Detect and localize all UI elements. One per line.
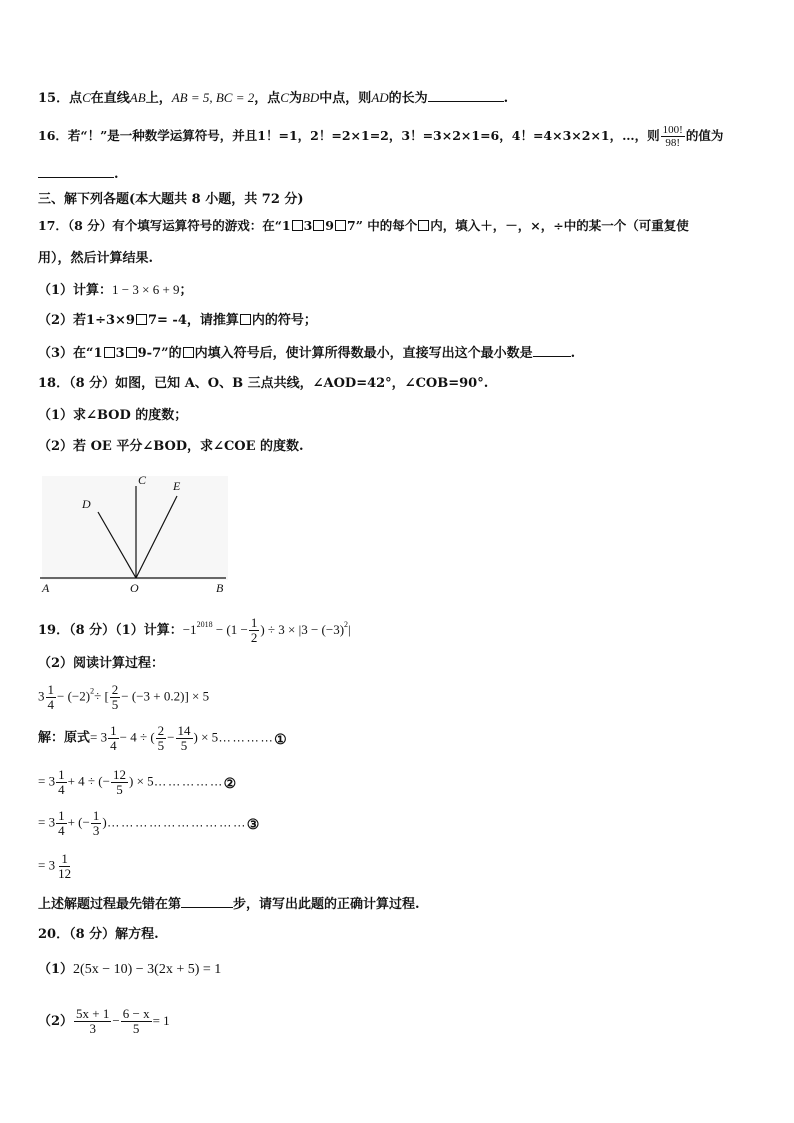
step-marker-3: ③ <box>246 815 260 832</box>
q17-box <box>335 220 346 231</box>
q17-box <box>104 347 115 358</box>
q19-expression-row0 <box>38 683 209 712</box>
frac-den: 5 <box>180 738 188 753</box>
expr: ) × 5 <box>128 773 154 789</box>
q19-expr: ) ÷ 3 × |3 − (−3) <box>260 622 345 637</box>
q17-p2-text: （2）若1÷3×9 <box>38 313 135 328</box>
fraction <box>156 724 167 753</box>
expr: − <box>112 1013 120 1028</box>
q17-box <box>136 314 147 325</box>
q17-answer-blank[interactable] <box>533 344 571 357</box>
q19-solution-row3 <box>38 809 259 838</box>
frac-den: 4 <box>58 782 65 797</box>
expr: = 3 <box>38 857 56 873</box>
step-marker-1: ① <box>274 730 287 747</box>
frac-den: 5 <box>116 782 123 797</box>
q16-period: . <box>114 167 119 182</box>
q16-answer-line <box>38 165 119 183</box>
frac-num: 1 <box>250 615 258 630</box>
q19-head: 19．（8 分）（1）计算： <box>38 623 183 638</box>
q19-expr: | <box>348 622 351 637</box>
q16-number: 16． <box>38 128 68 143</box>
q17-part2 <box>38 313 317 329</box>
expr: = 3 <box>38 773 56 789</box>
q17-p3-text: 3 <box>115 346 125 361</box>
q19-conclusion <box>38 895 420 913</box>
q17-box <box>126 347 137 358</box>
figure-background <box>42 476 228 580</box>
q18-angle-figure <box>36 468 236 600</box>
label-o: O <box>130 581 139 595</box>
frac-den: 12 <box>58 866 72 881</box>
q16-tail: 的值为 <box>685 128 724 143</box>
conclusion-text: 上述解题过程最先错在第 <box>38 897 182 912</box>
fraction <box>110 683 121 712</box>
fraction <box>74 1007 111 1036</box>
question-17-line2: 用），然后计算结果. <box>38 251 154 266</box>
question-18-line1: 18．（8 分）如图，已知 A、O、B 三点共线，∠AOD=42°，∠COB=90°. <box>38 376 489 391</box>
label-b: B <box>216 581 224 595</box>
frac-num: 1 <box>47 682 54 697</box>
frac-den: 5 <box>111 697 119 712</box>
frac-den: 4 <box>110 738 117 753</box>
q20-p1-equation: 2(5x − 10) − 3(2x + 5) = 1 <box>73 962 222 977</box>
q15-var-ad: AD <box>371 90 389 105</box>
leader-dots: ………… <box>218 729 275 745</box>
frac-num: 2 <box>111 682 119 697</box>
expr: − 4 ÷ ( <box>119 729 155 745</box>
section-3-title: 三、解下列各题(本大题共 8 小题，共 72 分) <box>38 192 304 207</box>
frac-num: 1 <box>110 723 117 738</box>
frac-num: 12 <box>112 767 126 782</box>
q19-part2: （2）阅读计算过程： <box>38 656 165 671</box>
fraction <box>108 724 119 753</box>
q16-frac-denominator: 98! <box>665 137 681 149</box>
q17-text: 内，填入＋，－，×，÷中的某一个（可重复使 <box>430 218 689 233</box>
frac-den: 3 <box>89 1021 96 1036</box>
q17-part1 <box>38 282 193 299</box>
fraction <box>56 852 73 881</box>
frac-den: 2 <box>250 630 258 645</box>
expr: − (−3 + 0.2)] × 5 <box>121 688 210 704</box>
expr: = 1 <box>152 1013 170 1028</box>
q19-fraction <box>249 616 260 645</box>
q17-p1-expression: 1 − 3 × 6 + 9 <box>112 282 180 297</box>
question-15 <box>38 89 508 107</box>
expr: ÷ [ <box>94 688 109 704</box>
exponent: 2 <box>90 686 95 696</box>
q17-text: 3 <box>303 218 313 233</box>
label-d: D <box>82 497 91 511</box>
fraction <box>121 1007 152 1036</box>
q19-exponent: 2 <box>344 620 349 629</box>
q17-text: 7” 中的每个 <box>347 218 418 233</box>
leader-dots: …………… <box>153 773 224 789</box>
q16-answer-blank[interactable] <box>38 165 114 178</box>
q15-text: 在直线 <box>90 91 130 106</box>
q17-box <box>240 314 251 325</box>
q20-part2 <box>38 1007 170 1036</box>
fraction <box>56 809 67 838</box>
q15-text: 为 <box>288 91 302 106</box>
expr: − (−2) <box>57 688 91 704</box>
q15-text: 中点，则 <box>319 91 372 106</box>
frac-num: 6 − x <box>122 1006 150 1021</box>
fraction <box>46 683 57 712</box>
fraction <box>111 768 128 797</box>
conclusion-text: 步，请写出此题的正确计算过程. <box>233 897 420 912</box>
frac-num: 2 <box>157 723 165 738</box>
expr: = 3 <box>90 729 108 745</box>
q20-p2-label: （2） <box>38 1014 74 1029</box>
fraction <box>56 768 67 797</box>
expr: + (− <box>67 814 90 830</box>
q15-equation: AB = 5, BC = 2 <box>171 90 255 105</box>
q17-p3-text: （3）在“1 <box>38 346 103 361</box>
q16-fraction <box>661 124 685 149</box>
fraction <box>91 809 102 838</box>
q17-text: 9 <box>325 218 334 233</box>
q17-p2-text: 7= -4，请推算 <box>147 313 239 328</box>
solution-label: 解：原式 <box>38 730 91 746</box>
q17-p3-text: 内填入符号后，使计算所得数最小，直接写出这个最小数是 <box>194 346 533 361</box>
q17-box <box>292 220 303 231</box>
expr: + 4 ÷ (− <box>67 773 110 789</box>
q15-text: 的长为 <box>388 91 428 106</box>
leader-dots: ………………………… <box>106 814 247 830</box>
step-marker-2: ② <box>223 774 237 791</box>
frac-den: 4 <box>47 697 54 712</box>
expr: = 3 <box>38 814 56 830</box>
label-c: C <box>138 473 147 487</box>
q15-answer-blank[interactable] <box>428 89 504 102</box>
q17-p3-text: 9-7”的 <box>137 346 182 361</box>
frac-num: 1 <box>58 808 65 823</box>
fraction <box>176 724 193 753</box>
q18-part1: （1）求∠BOD 的度数； <box>38 408 188 423</box>
q17-text: 17．（8 分）有个填写运算符号的游戏：在“1 <box>38 218 291 233</box>
label-a: A <box>42 581 50 595</box>
q18-part2: （2）若 OE 平分∠BOD，求∠COE 的度数. <box>38 439 304 454</box>
question-19-line1 <box>38 616 351 645</box>
frac-den: 3 <box>92 823 100 838</box>
frac-num: 1 <box>61 851 68 866</box>
q15-var-bd: BD <box>301 90 320 105</box>
q15-text: ，点 <box>254 91 281 106</box>
q17-part3 <box>38 344 575 362</box>
q19-solution-row1 <box>38 724 286 753</box>
q15-text: 点 <box>69 91 83 106</box>
q15-var-c: C <box>82 90 91 105</box>
expr: ) <box>102 814 107 830</box>
label-e: E <box>173 479 181 493</box>
q15-text: 上， <box>145 91 172 106</box>
q17-p1-end: ； <box>179 283 193 298</box>
q17-p3-end: . <box>570 346 576 361</box>
q17-box <box>183 347 194 358</box>
q19-answer-blank[interactable] <box>181 895 233 908</box>
question-20-head: 20．（8 分）解方程. <box>38 927 159 942</box>
frac-den: 5 <box>132 1021 140 1036</box>
q20-p1-label: （1） <box>38 962 74 977</box>
frac-num: 5x + 1 <box>76 1006 110 1021</box>
expr: ) × 5 <box>193 729 219 745</box>
expr: − <box>167 729 175 745</box>
frac-den: 5 <box>157 738 165 753</box>
q17-p2-text: 内的符号； <box>251 313 317 328</box>
frac-num: 1 <box>92 808 100 823</box>
q15-period: . <box>503 91 509 106</box>
q19-solution-row2 <box>38 768 236 797</box>
q19-exponent: 2018 <box>196 620 213 629</box>
q15-var-c: C <box>280 90 289 105</box>
q17-p1-label: （1）计算： <box>38 283 113 298</box>
q15-var-ab: AB <box>129 90 146 105</box>
q15-number: 15． <box>38 91 70 106</box>
q16-frac-numerator: 100! <box>662 124 683 136</box>
frac-num: 14 <box>177 723 191 738</box>
q19-solution-row4 <box>38 852 74 881</box>
frac-num: 1 <box>58 767 65 782</box>
q19-expr: − (1 − <box>212 622 248 637</box>
q20-part1 <box>38 962 221 978</box>
q19-expr: −1 <box>182 622 197 637</box>
frac-den: 4 <box>58 823 65 838</box>
question-16 <box>38 124 723 149</box>
q17-box <box>418 220 429 231</box>
question-17-line1 <box>38 218 689 234</box>
mixed-int: 3 <box>38 688 45 704</box>
q16-text: 若“！”是一种数学运算符号，并且1！=1，2！=2×1=2，3！=3×2×1=6，4！=4×3×2×1，…，则 <box>67 128 660 143</box>
q17-box <box>313 220 324 231</box>
